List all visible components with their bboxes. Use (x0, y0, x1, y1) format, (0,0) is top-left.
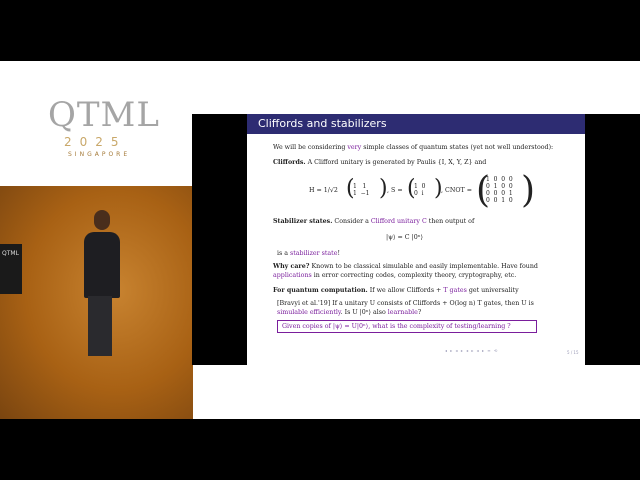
applications-line (273, 272, 516, 279)
conference-logo (48, 95, 160, 158)
stabilizer-is-end: ! (337, 250, 340, 257)
learnable-emphasis: learnable (387, 309, 418, 316)
cnot-matrix: 1 0 0 0 0 1 0 0 0 0 0 1 0 0 1 0 (486, 176, 513, 204)
simulable-line (277, 309, 421, 316)
stabilizer-is-text: is a (277, 250, 291, 257)
s-left-paren: ( (407, 176, 416, 201)
quantum-computation-heading: For quantum computation. (273, 287, 368, 294)
slide-titlebar (247, 114, 585, 134)
quantum-computation-text: If we allow Cliffords + (367, 287, 444, 294)
cnot-label: , CNOT = (441, 187, 472, 194)
why-care-heading: Why care? (273, 263, 310, 270)
speaker-body (84, 232, 120, 298)
intro-rest: simple classes of quantum states (yet not well understood): (361, 144, 554, 151)
s-matrix: 1 0 0 i (414, 183, 426, 197)
stabilizer-emphasis: Clifford unitary C (370, 218, 427, 225)
speaker-head (94, 210, 110, 230)
stabilizer-state-emphasis: stabilizer state (290, 250, 338, 257)
applications-rest: in error correcting codes, complexity theory, cryptography, etc. (311, 272, 517, 279)
intro-text: We will be considering (273, 144, 348, 151)
clifford-line (273, 159, 486, 166)
stabilizer-text: Consider a (332, 218, 371, 225)
t-gates-emphasis: T gates (443, 287, 467, 294)
question-text: Given copies of |ψ⟩ = U|0ⁿ⟩, what is the complexity of testing/learning ? (282, 323, 511, 330)
s-right-paren: ) (434, 176, 443, 201)
slide-page-number: 5 / 15 (567, 350, 579, 355)
question-box (277, 320, 537, 333)
projection-screen (192, 114, 640, 365)
quantum-computation-line (273, 287, 519, 294)
intro-emphasis: very (347, 144, 362, 151)
slide-title: Cliffords and stabilizers (258, 117, 387, 130)
why-care-text: Known to be classical simulable and easily implementable. Have found (309, 263, 538, 270)
presentation-slide (247, 114, 585, 365)
speaker-video (0, 186, 193, 419)
cnot-right-paren: ) (521, 170, 536, 211)
logo-year: 2025 (64, 135, 127, 149)
logo-city: SINGAPORE (68, 151, 131, 158)
h-left-paren: ( (346, 176, 355, 201)
intro-line (273, 144, 553, 151)
logo-word: QTML (48, 95, 160, 135)
s-label: , S = (387, 187, 403, 194)
clifford-heading: Cliffords. (273, 159, 306, 166)
stabilizer-heading: Stabilizer states. (273, 218, 333, 225)
video-frame (0, 61, 640, 419)
cnot-left-paren: ( (476, 170, 491, 211)
podium (0, 244, 22, 294)
simulable-mid: . Is U |0ⁿ⟩ also (340, 309, 388, 316)
simulable-end: ? (417, 309, 422, 316)
applications-emphasis: applications (273, 272, 312, 279)
podium-label: QTML (2, 250, 19, 257)
stabilizer-rest: then output of (426, 218, 475, 225)
psi-equation: |ψ⟩ = C |0ⁿ⟩ (386, 234, 423, 241)
stabilizer-state-line (277, 250, 340, 257)
hadamard-label: H = 1/√2 (309, 187, 338, 194)
bravyi-line: [Bravyi et al.'19] If a unitary U consists of Cliffords + O(log n) T gates, then U is (277, 300, 534, 307)
h-right-paren: ) (379, 176, 388, 201)
why-care-line (273, 263, 538, 270)
quantum-computation-rest: get universality (466, 287, 519, 294)
beamer-nav-icons[interactable]: ◂ ▸ ◂ ▸ ◂ ▸ ◂ ▸ ≡ ⟲ (445, 348, 499, 353)
hadamard-matrix: 1 1 1 −1 (353, 183, 370, 197)
stabilizer-line (273, 218, 474, 225)
clifford-text: A Clifford unitary is generated by Paulis {I, X, Y, Z} and (305, 159, 487, 166)
speaker-legs (88, 296, 112, 356)
simulable-emphasis: simulable efficiently (277, 309, 341, 316)
